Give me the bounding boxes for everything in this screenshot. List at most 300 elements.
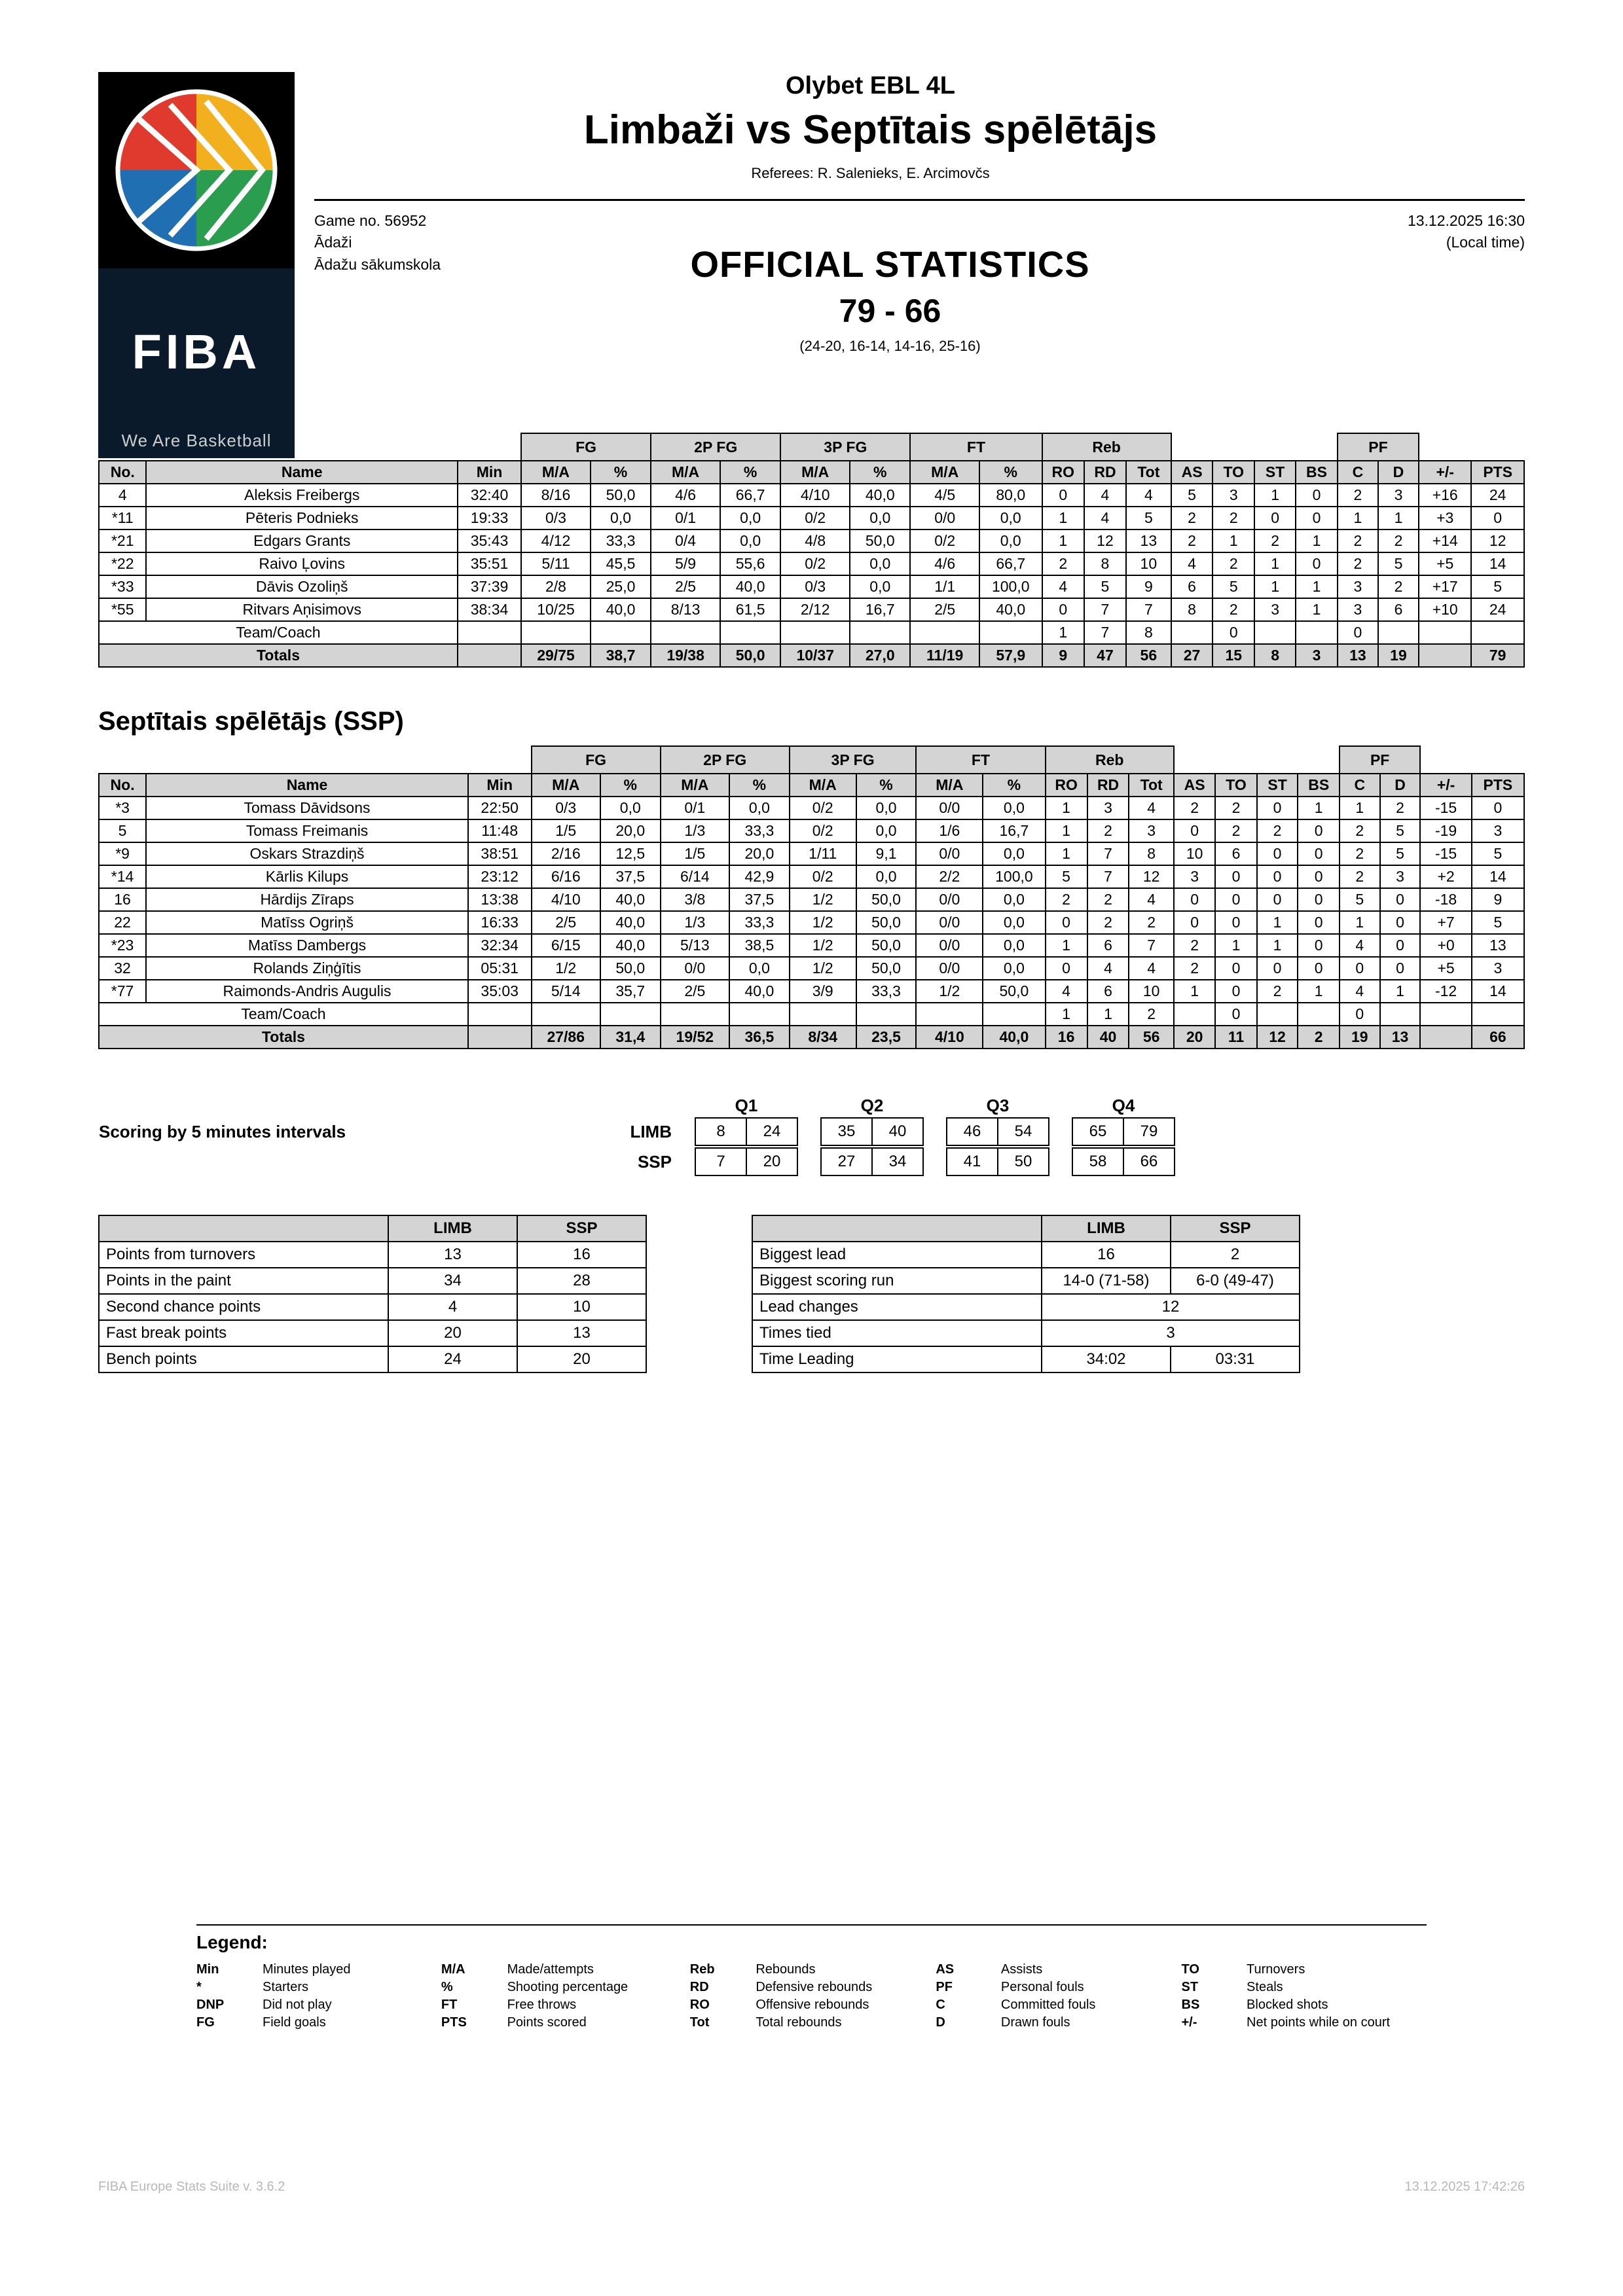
player-fg-pct: 35,7 xyxy=(600,980,661,1003)
game-datetime: 13.12.2025 16:30 xyxy=(1407,212,1525,229)
player-st: 0 xyxy=(1257,797,1298,819)
player-fg: 4/12 xyxy=(521,529,591,552)
player-tot: 12 xyxy=(1129,865,1173,888)
interval-cell-group xyxy=(809,1147,935,1177)
player-name: Tomass Freimanis xyxy=(146,819,468,842)
player-to: 0 xyxy=(1215,911,1256,934)
stats-col-limb: LIMB xyxy=(388,1215,517,1242)
interval-value: 79 xyxy=(1123,1118,1175,1145)
col-min: Min xyxy=(468,774,532,797)
stat-ssp: 13 xyxy=(517,1320,646,1346)
player-name: Raimonds-Andris Augulis xyxy=(146,980,468,1003)
stat-limb: 34 xyxy=(388,1268,517,1294)
legend-value: Offensive rebounds xyxy=(756,1998,869,2012)
player-tot: 10 xyxy=(1129,980,1173,1003)
player-bs: 0 xyxy=(1296,552,1338,575)
player-d: 1 xyxy=(1380,980,1421,1003)
player-tot: 8 xyxy=(1129,842,1173,865)
player-tot: 4 xyxy=(1129,797,1173,819)
legend-key: D xyxy=(936,2015,945,2030)
player-ft: 4/5 xyxy=(910,484,979,507)
col-fg-pct: % xyxy=(600,774,661,797)
player-st: 0 xyxy=(1257,865,1298,888)
player-d: 0 xyxy=(1380,957,1421,980)
stat-ssp: 28 xyxy=(517,1268,646,1294)
player-rd: 6 xyxy=(1087,934,1129,957)
player-st: 1 xyxy=(1254,552,1296,575)
table-row xyxy=(99,888,1524,911)
player-3p: 1/2 xyxy=(790,911,856,934)
empty-cell xyxy=(532,1003,600,1026)
player-plusminus: +14 xyxy=(1419,529,1471,552)
player-tot: 7 xyxy=(1129,934,1173,957)
empty-cell xyxy=(458,621,521,644)
col-fg-pct: % xyxy=(591,461,651,484)
player-2p: 6/14 xyxy=(661,865,729,888)
player-fg-pct: 40,0 xyxy=(600,888,661,911)
col-st: ST xyxy=(1254,461,1296,484)
player-no: *77 xyxy=(99,980,146,1003)
player-ro: 0 xyxy=(1046,911,1087,934)
player-fg: 2/16 xyxy=(532,842,600,865)
table-row xyxy=(99,598,1524,621)
spacer-cell xyxy=(1296,433,1338,461)
player-to: 1 xyxy=(1213,529,1254,552)
player-c: 2 xyxy=(1338,484,1378,507)
col-2p-pct: % xyxy=(720,461,780,484)
player-bs: 1 xyxy=(1298,797,1339,819)
player-tot: 3 xyxy=(1129,819,1173,842)
venue-city: Ādaži xyxy=(314,234,352,251)
player-no: *55 xyxy=(99,598,146,621)
player-name: Pēteris Podnieks xyxy=(146,507,458,529)
table-row xyxy=(99,529,1524,552)
player-3p-pct: 50,0 xyxy=(856,888,917,911)
player-to: 1 xyxy=(1215,934,1256,957)
player-3p-pct: 40,0 xyxy=(850,484,910,507)
player-to: 2 xyxy=(1213,552,1254,575)
totals-tot: 56 xyxy=(1126,644,1171,667)
player-3p: 0/2 xyxy=(780,507,850,529)
player-pts: 3 xyxy=(1472,819,1524,842)
spacer-cell xyxy=(146,746,468,774)
column-header-row xyxy=(99,461,1524,484)
team-stats-table xyxy=(98,1215,647,1373)
player-fg: 1/5 xyxy=(532,819,600,842)
fiba-wordmark: FIBA xyxy=(132,325,261,379)
player-ft-pct: 50,0 xyxy=(983,980,1045,1003)
player-no: *21 xyxy=(99,529,146,552)
event-logo xyxy=(98,72,295,268)
player-name: Kārlis Kilups xyxy=(146,865,468,888)
stat-limb: 13 xyxy=(388,1242,517,1268)
player-2p-pct: 0,0 xyxy=(720,507,780,529)
team-coach-label: Team/Coach xyxy=(99,1003,468,1026)
player-rd: 6 xyxy=(1087,980,1129,1003)
group-header-row xyxy=(99,746,1524,774)
totals-2p: 19/38 xyxy=(651,644,720,667)
player-ft-pct: 80,0 xyxy=(979,484,1042,507)
player-3p: 0/2 xyxy=(780,552,850,575)
player-c: 3 xyxy=(1338,575,1378,598)
legend-value: Starters xyxy=(263,1980,309,1994)
player-to: 0 xyxy=(1215,888,1256,911)
stats-header-row xyxy=(99,1215,646,1242)
table-row xyxy=(752,1320,1300,1346)
totals-fg-pct: 38,7 xyxy=(591,644,651,667)
player-st: 0 xyxy=(1257,957,1298,980)
footer-software-version: FIBA Europe Stats Suite v. 3.6.2 xyxy=(98,2179,285,2194)
player-name: Oskars Strazdiņš xyxy=(146,842,468,865)
stat-ssp: 16 xyxy=(517,1242,646,1268)
team-coach-rd: 1 xyxy=(1087,1003,1129,1026)
empty-cell xyxy=(720,621,780,644)
player-no: *14 xyxy=(99,865,146,888)
totals-3p-pct: 23,5 xyxy=(856,1026,917,1049)
player-min: 35:51 xyxy=(458,552,521,575)
player-2p: 1/5 xyxy=(661,842,729,865)
col-3p-ma: M/A xyxy=(790,774,856,797)
table-row xyxy=(99,1242,646,1268)
player-rd: 7 xyxy=(1084,598,1126,621)
player-pts: 14 xyxy=(1471,552,1524,575)
legend-value: Total rebounds xyxy=(756,2015,842,2030)
player-min: 37:39 xyxy=(458,575,521,598)
player-min: 32:40 xyxy=(458,484,521,507)
player-2p-pct: 0,0 xyxy=(729,797,790,819)
player-min: 32:34 xyxy=(468,934,532,957)
player-pts: 12 xyxy=(1471,529,1524,552)
player-ft-pct: 0,0 xyxy=(983,957,1045,980)
player-tot: 4 xyxy=(1129,888,1173,911)
spacer-cell xyxy=(1298,746,1339,774)
legend-value: Drawn fouls xyxy=(1000,2015,1070,2030)
spacer-cell xyxy=(1420,746,1471,774)
player-as: 3 xyxy=(1174,865,1215,888)
col-2p-ma: M/A xyxy=(651,461,720,484)
intervals-team-limb: LIMB xyxy=(630,1121,672,1141)
player-fg-pct: 40,0 xyxy=(591,598,651,621)
player-fg-pct: 25,0 xyxy=(591,575,651,598)
player-3p: 3/9 xyxy=(790,980,856,1003)
legend-value: Did not play xyxy=(263,1998,332,2012)
empty-cell xyxy=(651,621,720,644)
interval-pair xyxy=(820,1117,924,1146)
player-3p-pct: 33,3 xyxy=(856,980,917,1003)
player-plusminus: +10 xyxy=(1419,598,1471,621)
player-d: 0 xyxy=(1380,911,1421,934)
player-bs: 0 xyxy=(1298,842,1339,865)
totals-label: Totals xyxy=(99,644,458,667)
player-ft: 0/0 xyxy=(910,507,979,529)
player-to: 0 xyxy=(1215,865,1256,888)
col-3p-pct: % xyxy=(850,461,910,484)
player-rd: 12 xyxy=(1084,529,1126,552)
stat-limb: 24 xyxy=(388,1346,517,1372)
stat-label: Time Leading xyxy=(752,1346,1042,1372)
totals-to: 15 xyxy=(1213,644,1254,667)
totals-2p-pct: 36,5 xyxy=(729,1026,790,1049)
player-tot: 5 xyxy=(1126,507,1171,529)
col-3p-ma: M/A xyxy=(780,461,850,484)
table-row xyxy=(99,842,1524,865)
col-c: C xyxy=(1338,461,1378,484)
intervals-row-limb xyxy=(98,1117,1186,1147)
player-st: 1 xyxy=(1257,934,1298,957)
player-bs: 0 xyxy=(1298,957,1339,980)
player-name: Dāvis Ozoliņš xyxy=(146,575,458,598)
team-coach-row xyxy=(99,1003,1524,1026)
player-ro: 0 xyxy=(1042,484,1084,507)
player-c: 1 xyxy=(1338,507,1378,529)
player-rd: 8 xyxy=(1084,552,1126,575)
player-min: 16:33 xyxy=(468,911,532,934)
col-d: D xyxy=(1378,461,1419,484)
player-3p-pct: 16,7 xyxy=(850,598,910,621)
totals-ft-pct: 40,0 xyxy=(983,1026,1045,1049)
interval-value: 58 xyxy=(1072,1148,1123,1175)
stat-label: Biggest lead xyxy=(752,1242,1042,1268)
player-rd: 4 xyxy=(1087,957,1129,980)
player-fg: 5/11 xyxy=(521,552,591,575)
player-ft: 0/0 xyxy=(916,797,983,819)
stat-ssp: 20 xyxy=(517,1346,646,1372)
empty-cell xyxy=(1378,621,1419,644)
player-3p: 1/2 xyxy=(790,934,856,957)
team-coach-row xyxy=(99,621,1524,644)
player-as: 8 xyxy=(1171,598,1213,621)
player-min: 11:48 xyxy=(468,819,532,842)
player-fg-pct: 45,5 xyxy=(591,552,651,575)
player-2p: 3/8 xyxy=(661,888,729,911)
legend-key: FG xyxy=(196,2015,215,2030)
spacer-cell xyxy=(98,1147,597,1177)
team-coach-c: 0 xyxy=(1340,1003,1380,1026)
player-min: 35:03 xyxy=(468,980,532,1003)
col-ft-pct: % xyxy=(979,461,1042,484)
team-coach-tot: 8 xyxy=(1126,621,1171,644)
player-2p: 1/3 xyxy=(661,911,729,934)
totals-3p: 10/37 xyxy=(780,644,850,667)
game-flow-stats-table xyxy=(752,1215,1300,1373)
group-reb: Reb xyxy=(1042,433,1171,461)
player-rd: 2 xyxy=(1087,819,1129,842)
player-fg: 2/8 xyxy=(521,575,591,598)
spacer-cell xyxy=(1174,746,1215,774)
empty-cell xyxy=(1257,1003,1298,1026)
player-plusminus: -12 xyxy=(1420,980,1471,1003)
group-3pfg: 3P FG xyxy=(780,433,910,461)
player-ft: 1/1 xyxy=(910,575,979,598)
interval-cell-group xyxy=(935,1147,1061,1177)
legend-value: Blocked shots xyxy=(1247,1998,1328,2012)
team-coach-label: Team/Coach xyxy=(99,621,458,644)
footer-generated-timestamp: 13.12.2025 17:42:26 xyxy=(1404,2179,1525,2194)
player-st: 0 xyxy=(1257,842,1298,865)
player-plusminus: +7 xyxy=(1420,911,1471,934)
player-plusminus: +16 xyxy=(1419,484,1471,507)
stat-ssp: 03:31 xyxy=(1171,1346,1300,1372)
empty-cell xyxy=(1254,621,1296,644)
team-title-ssp: Septītais spēlētājs (SSP) xyxy=(98,707,404,736)
totals-st: 8 xyxy=(1254,644,1296,667)
legend-table xyxy=(196,1961,1427,2032)
player-rd: 4 xyxy=(1084,507,1126,529)
interval-cell-group xyxy=(1061,1117,1186,1147)
quarter-label-q2: Q2 xyxy=(860,1096,884,1116)
player-ft: 2/5 xyxy=(910,598,979,621)
player-plusminus: -15 xyxy=(1420,842,1471,865)
empty-cell xyxy=(521,621,591,644)
legend-value: Net points while on court xyxy=(1247,2015,1391,2030)
player-name: Tomass Dāvidsons xyxy=(146,797,468,819)
totals-d: 19 xyxy=(1378,644,1419,667)
totals-rd: 47 xyxy=(1084,644,1126,667)
totals-as: 20 xyxy=(1174,1026,1215,1049)
spacer-cell xyxy=(1472,746,1524,774)
player-d: 3 xyxy=(1378,484,1419,507)
stat-label: Fast break points xyxy=(99,1320,388,1346)
legend-row xyxy=(196,1979,1427,1996)
scoring-intervals-table xyxy=(98,1095,1186,1177)
player-name: Hārdijs Zīraps xyxy=(146,888,468,911)
player-tot: 4 xyxy=(1129,957,1173,980)
interval-value: 65 xyxy=(1072,1118,1123,1145)
player-d: 2 xyxy=(1378,575,1419,598)
stat-limb: 14-0 (71-58) xyxy=(1042,1268,1171,1294)
player-ft-pct: 40,0 xyxy=(979,598,1042,621)
player-plusminus: +5 xyxy=(1419,552,1471,575)
stats-col-ssp: SSP xyxy=(1171,1215,1300,1242)
player-fg: 1/2 xyxy=(532,957,600,980)
legend-key: ST xyxy=(1181,1980,1199,1994)
team-section-ssp xyxy=(98,707,1525,1049)
player-bs: 0 xyxy=(1298,934,1339,957)
col-ro: RO xyxy=(1042,461,1084,484)
player-c: 4 xyxy=(1340,980,1380,1003)
interval-pair xyxy=(946,1147,1049,1176)
totals-tot: 56 xyxy=(1129,1026,1173,1049)
player-ft-pct: 0,0 xyxy=(983,842,1045,865)
player-ft-pct: 100,0 xyxy=(983,865,1045,888)
player-3p-pct: 0,0 xyxy=(856,819,917,842)
interval-pair xyxy=(1072,1147,1175,1176)
legend-key: % xyxy=(441,1980,453,1994)
stat-ssp: 2 xyxy=(1171,1242,1300,1268)
player-no: *9 xyxy=(99,842,146,865)
player-plusminus: +17 xyxy=(1419,575,1471,598)
player-tot: 7 xyxy=(1126,598,1171,621)
totals-ft-pct: 57,9 xyxy=(979,644,1042,667)
col-pts: PTS xyxy=(1471,461,1524,484)
player-ro: 0 xyxy=(1046,957,1087,980)
player-as: 0 xyxy=(1174,911,1215,934)
player-no: 32 xyxy=(99,957,146,980)
col-ft-pct: % xyxy=(983,774,1045,797)
player-fg-pct: 37,5 xyxy=(600,865,661,888)
col-ft-ma: M/A xyxy=(910,461,979,484)
player-2p: 0/1 xyxy=(651,507,720,529)
player-min: 23:12 xyxy=(468,865,532,888)
player-bs: 0 xyxy=(1296,484,1338,507)
legend-value: Personal fouls xyxy=(1000,1980,1084,1994)
player-bs: 0 xyxy=(1298,911,1339,934)
interval-value: 8 xyxy=(695,1118,746,1145)
stats-col-blank xyxy=(752,1215,1042,1242)
player-st: 1 xyxy=(1254,484,1296,507)
group-ft: FT xyxy=(916,746,1045,774)
legend-row xyxy=(196,1961,1427,1979)
table-row xyxy=(99,484,1524,507)
interval-cell-group xyxy=(1061,1147,1186,1177)
official-statistics-block xyxy=(255,243,1525,355)
empty-cell xyxy=(1380,1003,1421,1026)
player-no: *22 xyxy=(99,552,146,575)
legend-section xyxy=(98,1924,1525,2032)
player-st: 1 xyxy=(1254,575,1296,598)
totals-d: 13 xyxy=(1380,1026,1421,1049)
table-row xyxy=(99,865,1524,888)
totals-bs: 2 xyxy=(1298,1026,1339,1049)
player-to: 2 xyxy=(1215,819,1256,842)
interval-cell-group xyxy=(684,1147,809,1177)
player-ft: 0/2 xyxy=(910,529,979,552)
player-bs: 0 xyxy=(1296,507,1338,529)
table-row xyxy=(99,797,1524,819)
empty-cell xyxy=(850,621,910,644)
team-comparison-boxes xyxy=(98,1215,1525,1373)
player-no: *11 xyxy=(99,507,146,529)
player-3p-pct: 0,0 xyxy=(850,507,910,529)
player-3p: 2/12 xyxy=(780,598,850,621)
player-2p: 5/13 xyxy=(661,934,729,957)
player-pts: 3 xyxy=(1472,957,1524,980)
player-ft-pct: 0,0 xyxy=(983,888,1045,911)
player-pts: 14 xyxy=(1472,865,1524,888)
spacer-cell xyxy=(1471,433,1524,461)
totals-pts: 79 xyxy=(1471,644,1524,667)
player-ft-pct: 16,7 xyxy=(983,819,1045,842)
player-fg-pct: 0,0 xyxy=(600,797,661,819)
legend-value: Committed fouls xyxy=(1000,1998,1096,2012)
col-plusminus: +/- xyxy=(1420,774,1471,797)
player-st: 1 xyxy=(1257,911,1298,934)
player-ro: 1 xyxy=(1042,529,1084,552)
player-2p-pct: 0,0 xyxy=(720,529,780,552)
player-ft-pct: 0,0 xyxy=(979,529,1042,552)
table-row xyxy=(99,575,1524,598)
player-ft-pct: 0,0 xyxy=(983,934,1045,957)
player-no: *23 xyxy=(99,934,146,957)
table-row xyxy=(752,1242,1300,1268)
empty-cell xyxy=(979,621,1042,644)
player-c: 5 xyxy=(1340,888,1380,911)
col-bs: BS xyxy=(1298,774,1339,797)
player-2p: 5/9 xyxy=(651,552,720,575)
totals-ft: 4/10 xyxy=(916,1026,983,1049)
player-plusminus: -15 xyxy=(1420,797,1471,819)
team-coach-ro: 1 xyxy=(1046,1003,1087,1026)
player-2p: 0/0 xyxy=(661,957,729,980)
player-bs: 0 xyxy=(1298,865,1339,888)
player-bs: 1 xyxy=(1296,598,1338,621)
stat-label: Biggest scoring run xyxy=(752,1268,1042,1294)
player-plusminus: -18 xyxy=(1420,888,1471,911)
legend-key: Reb xyxy=(689,1962,715,1977)
spacer-cell xyxy=(1215,746,1256,774)
player-as: 0 xyxy=(1174,819,1215,842)
intervals-row-ssp xyxy=(98,1147,1186,1177)
